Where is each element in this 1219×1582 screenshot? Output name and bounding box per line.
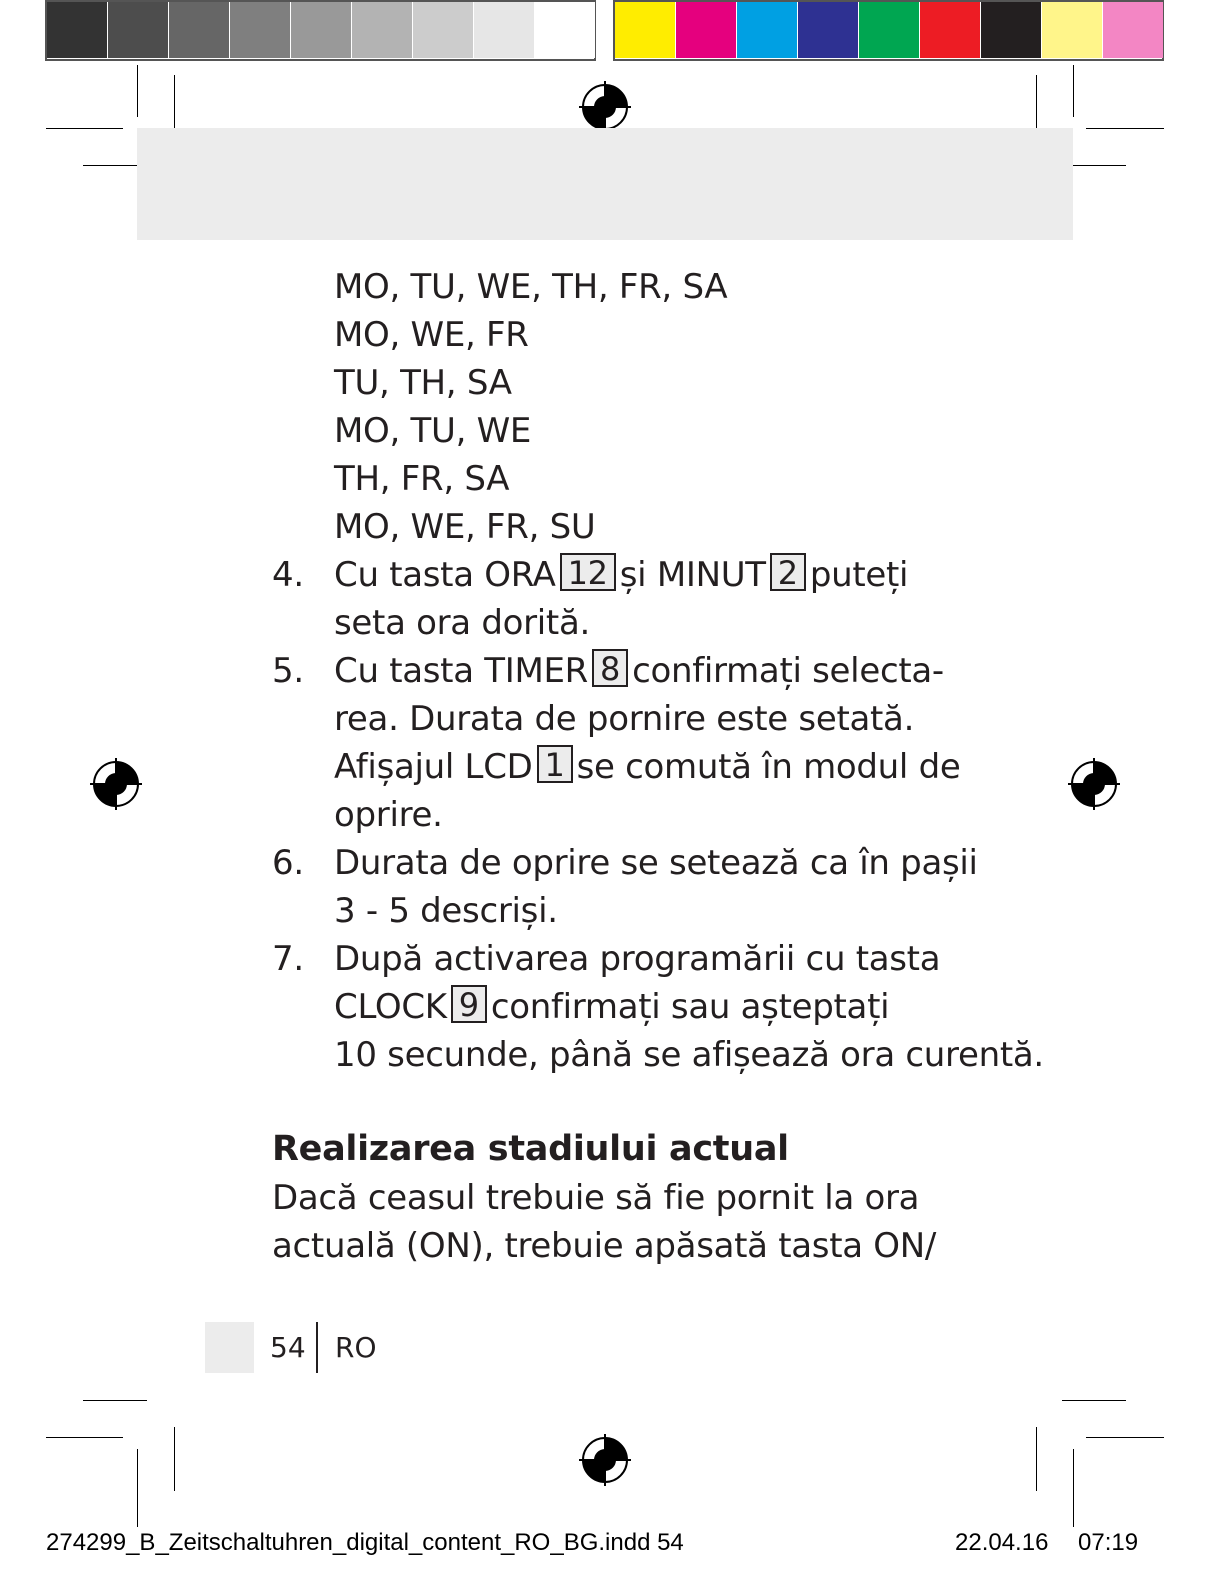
step-text: se comută în modul de — [576, 747, 961, 787]
step-line: seta ora dorită. — [334, 603, 591, 643]
header-band — [137, 128, 1073, 240]
crop-mark — [83, 1400, 147, 1401]
step-text: confirmați sau așteptați — [490, 987, 890, 1027]
color-swatch — [859, 2, 919, 58]
footer-marker — [205, 1322, 254, 1373]
key-reference: 8 — [592, 649, 628, 687]
day-line: TH, FR, SA — [334, 459, 510, 499]
crop-mark — [174, 1427, 175, 1491]
crop-mark — [1073, 1449, 1074, 1527]
crop-mark — [1062, 1400, 1126, 1401]
slug-date: 22.04.16 — [955, 1529, 1049, 1556]
step-line: 10 secunde, până se afișează ora curentă. — [334, 1035, 1044, 1075]
crop-mark — [1036, 1427, 1037, 1491]
color-swatch — [676, 2, 736, 58]
step-text: Cu tasta TIMER — [334, 651, 588, 691]
step-line: După activarea programării cu tasta — [334, 939, 941, 979]
crop-mark — [137, 1449, 138, 1527]
color-swatch — [108, 2, 168, 58]
step-line: oprire. — [334, 795, 443, 835]
footer-separator — [316, 1322, 318, 1373]
key-reference: 9 — [451, 985, 487, 1023]
day-line: MO, TU, WE — [334, 411, 532, 451]
day-line: MO, WE, FR — [334, 315, 529, 355]
color-swatch — [615, 2, 675, 58]
crop-mark — [46, 1437, 123, 1438]
step-number: 7. — [272, 939, 304, 979]
crop-mark — [1073, 65, 1074, 117]
day-line: TU, TH, SA — [334, 363, 512, 403]
language-code: RO — [335, 1331, 377, 1364]
color-swatch — [230, 2, 290, 58]
registration-mark-icon — [579, 1434, 631, 1486]
step-line: rea. Durata de pornire este setată. — [334, 699, 915, 739]
color-swatch — [981, 2, 1041, 58]
step-text: CLOCK — [334, 987, 447, 1027]
color-swatch — [352, 2, 412, 58]
paragraph-line: actuală (ON), trebuie apăsată tasta ON/ — [272, 1226, 937, 1266]
crop-mark — [137, 65, 138, 117]
registration-mark-icon — [579, 81, 631, 133]
day-line: MO, WE, FR, SU — [334, 507, 596, 547]
color-swatch — [920, 2, 980, 58]
step-text: și MINUT — [619, 555, 766, 595]
step-number: 4. — [272, 555, 304, 595]
step-line: 3 - 5 descriși. — [334, 891, 558, 931]
registration-mark-icon — [90, 758, 142, 810]
color-swatch — [737, 2, 797, 58]
crop-mark — [1086, 1437, 1164, 1438]
step-line: Durata de oprire se setează ca în pașii — [334, 843, 978, 883]
step-line — [334, 983, 889, 1031]
color-swatch — [169, 2, 229, 58]
color-swatch — [1103, 2, 1163, 58]
crop-mark — [46, 128, 123, 129]
registration-mark-icon — [1068, 758, 1120, 810]
page-number: 54 — [270, 1331, 306, 1364]
color-swatch — [535, 2, 595, 58]
key-reference: 12 — [560, 553, 616, 591]
color-swatch — [291, 2, 351, 58]
step-text: Afișajul LCD — [334, 747, 533, 787]
key-reference: 2 — [770, 553, 806, 591]
color-swatch — [413, 2, 473, 58]
step-line — [334, 647, 944, 695]
step-number: 6. — [272, 843, 304, 883]
color-swatch — [1042, 2, 1102, 58]
step-text: Cu tasta ORA — [334, 555, 556, 595]
color-swatch — [47, 2, 107, 58]
color-swatch — [474, 2, 534, 58]
key-reference: 1 — [537, 745, 573, 783]
section-heading: Realizarea stadiului actual — [272, 1129, 789, 1169]
step-line — [334, 743, 960, 791]
slug-filename: 274299_B_Zeitschaltuhren_digital_content_RO_BG.indd 54 — [46, 1529, 684, 1556]
slug-time: 07:19 — [1078, 1529, 1139, 1556]
crop-mark — [1086, 128, 1164, 129]
day-line: MO, TU, WE, TH, FR, SA — [334, 267, 728, 307]
step-text: puteți — [809, 555, 909, 595]
step-text: confirmați selecta- — [632, 651, 944, 691]
step-line — [334, 551, 908, 599]
color-swatch — [798, 2, 858, 58]
step-number: 5. — [272, 651, 304, 691]
paragraph-line: Dacă ceasul trebuie să fie pornit la ora — [272, 1178, 920, 1218]
